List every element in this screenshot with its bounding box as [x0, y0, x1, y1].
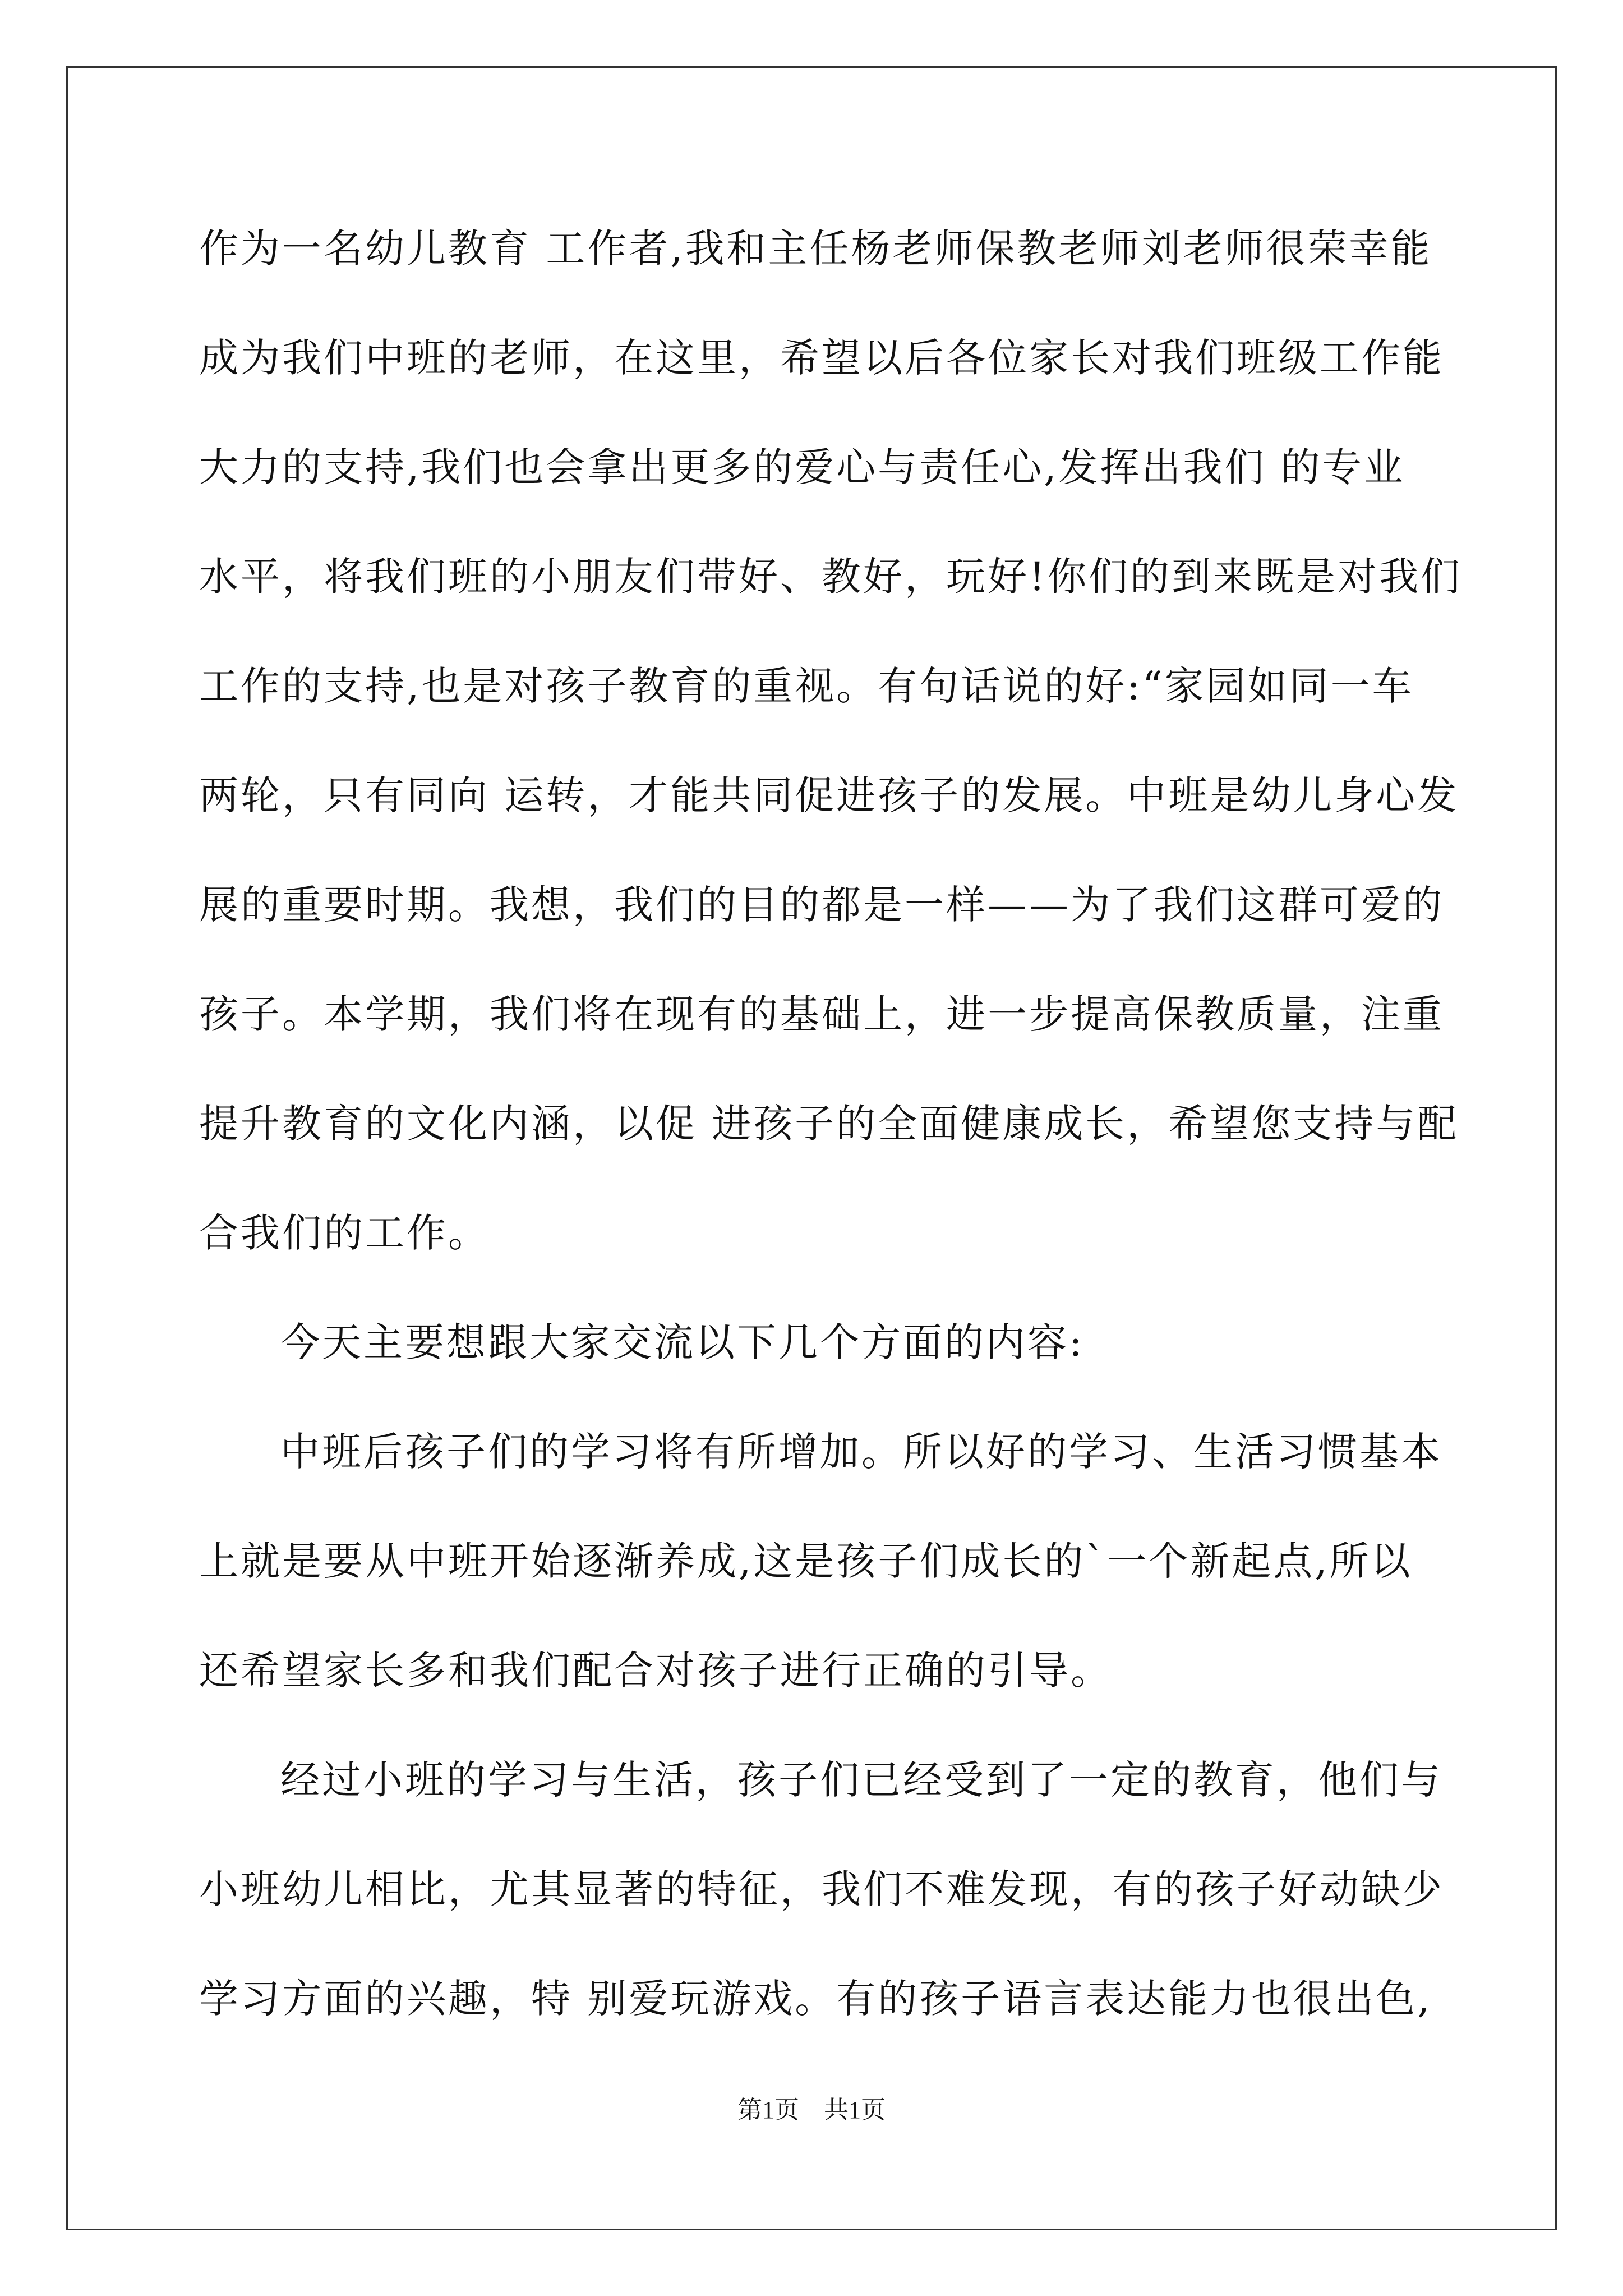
text-line: 大力的支持,我们也会拿出更多的爱心与责任心,发挥出我们 的专业	[199, 444, 1405, 490]
text-line: 成为我们中班的老师，在这里，希望以后各位家长对我们班级工作能	[199, 335, 1444, 381]
text-line: 合我们的工作。	[199, 1210, 490, 1256]
text-line: 工作的支持,也是对孩子教育的重视。有句话说的好:“家园如同一车	[199, 663, 1414, 709]
text-line: 上就是要从中班开始逐渐养成,这是孩子们成长的`一个新起点,所以	[199, 1538, 1413, 1584]
text-line: 孩子。本学期，我们将在现有的基础上，进一步提高保教质量，注重	[199, 991, 1444, 1037]
text-line: 水平，将我们班的小朋友们带好、教好，玩好!你们的到来既是对我们	[199, 554, 1463, 600]
text-line: 还希望家长多和我们配合对孩子进行正确的引导。	[199, 1648, 1112, 1694]
text-line: 作为一名幼儿教育 工作者,我和主任杨老师保教老师刘老师很荣幸能	[199, 226, 1432, 272]
page-number: 第1页 共1页	[737, 2096, 886, 2124]
text-line: 学习方面的兴趣，特 别爱玩游戏。有的孩子语言表达能力也很出色,	[199, 1976, 1432, 2022]
paragraph-first-line: 中班后孩子们的学习将有所增加。所以好的学习、生活习惯基本	[280, 1429, 1442, 1475]
text-line: 两轮，只有同向 运转，才能共同促进孩子的发展。中班是幼儿身心发	[199, 772, 1459, 818]
text-line: 展的重要时期。我想，我们的目的都是一样——为了我们这群可爱的	[199, 882, 1444, 928]
text-line: 提升教育的文化内涵，以促 进孩子的全面健康成长，希望您支持与配	[199, 1101, 1459, 1147]
paragraph-first-line: 今天主要想跟大家交流以下几个方面的内容:	[280, 1319, 1085, 1365]
paragraph-first-line: 经过小班的学习与生活，孩子们已经受到了一定的教育，他们与	[280, 1757, 1442, 1803]
text-line: 小班幼儿相比，尤其显著的特征，我们不难发现，有的孩子好动缺少	[199, 1866, 1444, 1912]
